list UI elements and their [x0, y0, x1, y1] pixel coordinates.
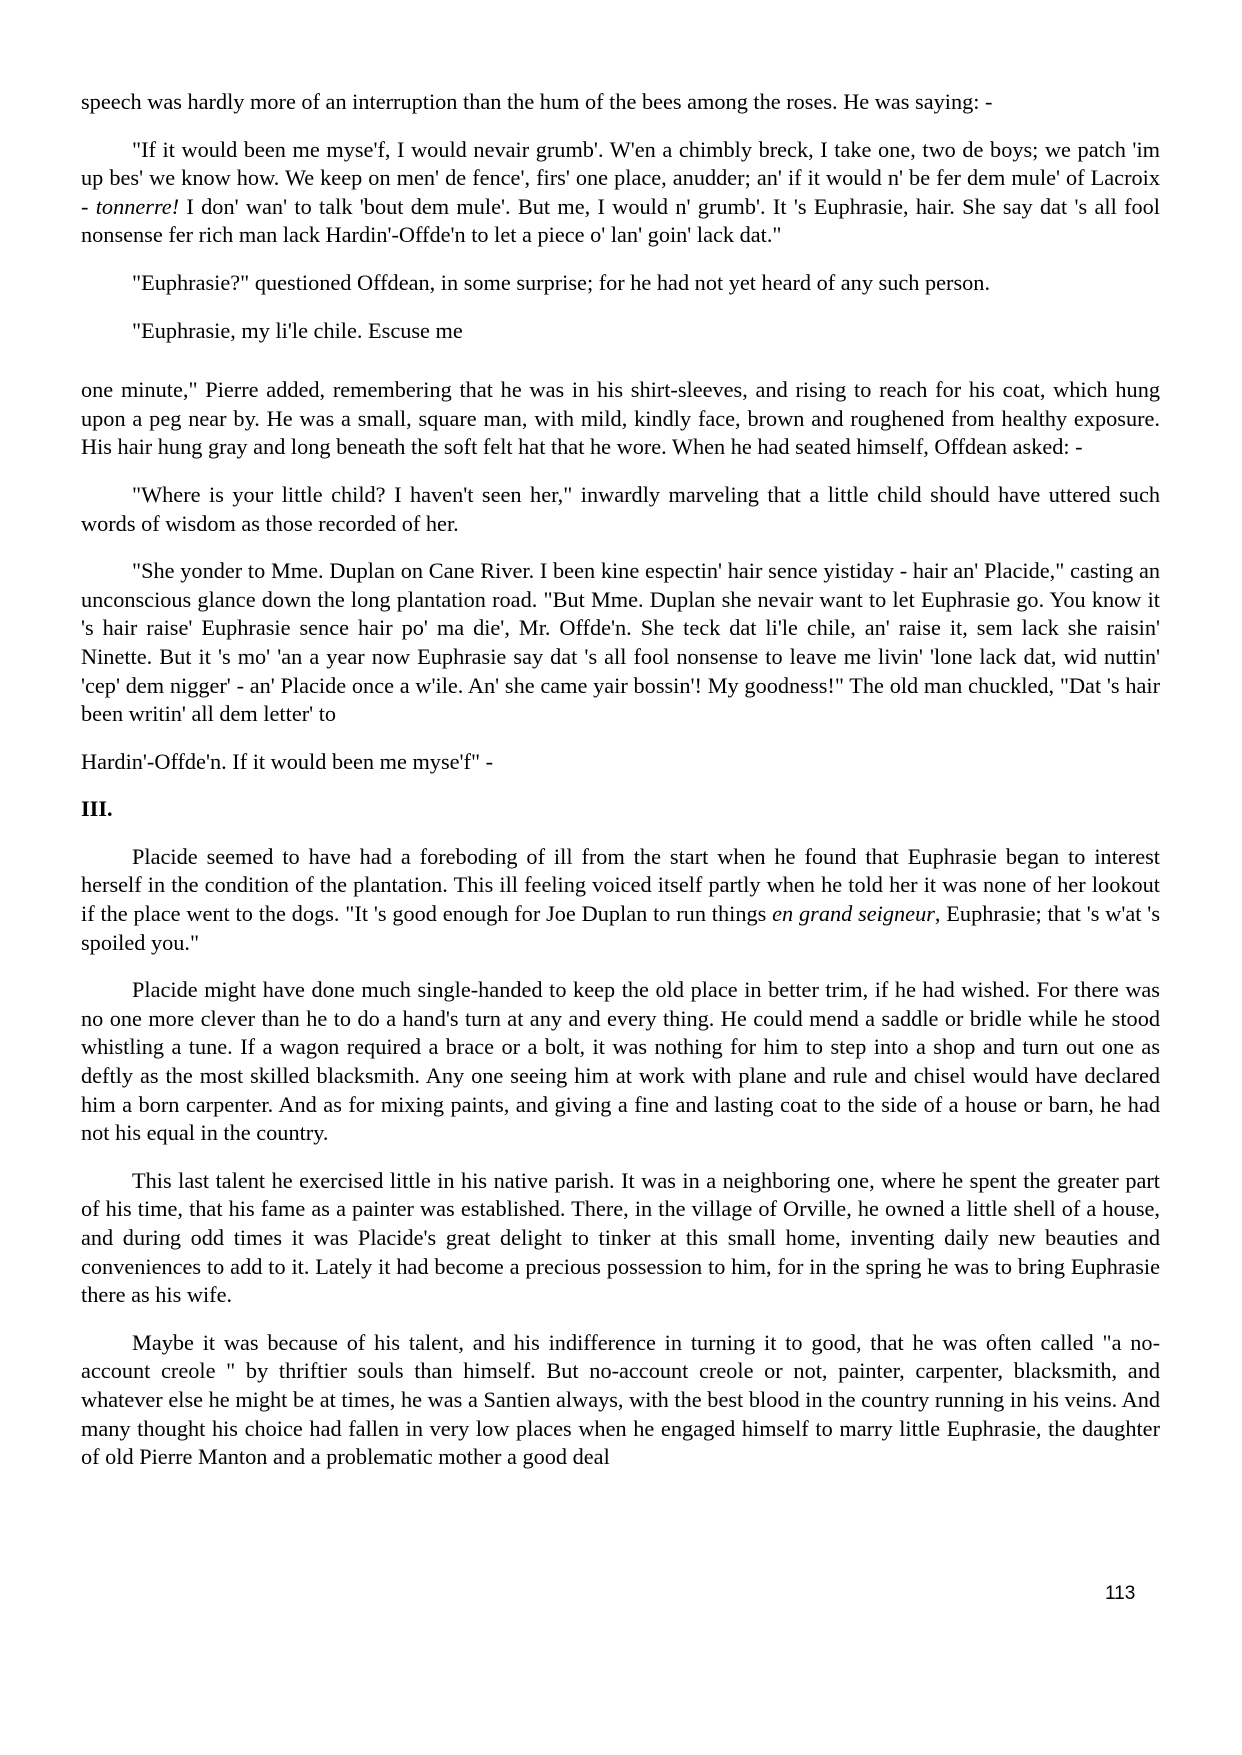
paragraph-6: "Where is your little child? I haven't seen her," inwardly marveling that a little child should have uttered such words of wisdom as those recorded of her. — [81, 481, 1160, 536]
paragraph-10: Placide might have done much single-handed to keep the old place in better trim, if he had wished. For there was no one more clever than he to do a hand's turn at any and every thing. He could mend a saddle or bridle while he stood whistling a tune. If a wagon required a brace or a bolt, it was nothing for him to step into a shop and turn out one as deftly as the most skilled blacksmith. Any one seeing him at work with plane and rule and chisel would have declared him a born carpenter. And as for mixing paints, and giving a fine and lasting coat to the side of a house or barn, he had not his equal in the country. — [81, 977, 1160, 1146]
paragraph-12: Maybe it was because of his talent, and his indifference in turning it to good, that he was often called "a no-account creole " by thriftier souls than himself. But no-account creole or not, painter, carpenter, blacksmith, and whatever else he might be at times, he was a Santien always, with the best blood in the country running in his veins. And many thought his choice had fallen in very low places when he engaged himself to marry little Euphrasie, the daughter of old Pierre Manton and a problematic mother a good deal — [81, 1329, 1160, 1470]
paragraph-5: one minute," Pierre added, remembering that he was in his shirt-sleeves, and rising to reach for his coat, which hung upon a peg near by. He was a small, square man, with mild, kindly face, brown and roughened from healthy exposure. His hair hung gray and long beneath the soft felt hat that he wore. When he had seated himself, Offdean asked: - — [81, 377, 1160, 460]
paragraph-9-text-b: , Euphrasie; that 's w'at 's spoiled you." — [81, 901, 1160, 955]
paragraph-2-italic: tonnerre! — [95, 193, 180, 219]
paragraph-1: speech was hardly more of an interruption than the hum of the bees among the roses. He was saying: - — [81, 89, 993, 114]
page-body — [81, 88, 1160, 1491]
paragraph-9-italic: en grand seigneur — [772, 901, 935, 927]
paragraph-2-text-b: I don' wan' to talk 'bout dem mule'. But me, I would n' grumb'. It 's Euphrasie, hair. She say dat 's all fool nonsense fer rich man lack Hardin'-Offde'n to let a piece o' lan' goin' lack dat." — [81, 193, 1160, 248]
page-number: 113 — [1105, 1583, 1136, 1604]
paragraph-11: This last talent he exercised little in his native parish. It was in a neighboring one, where he spent the greater part of his time, that his fame as a painter was established. There, in the village of Orville, he owned a little shell of a house, and during odd times it was Placide's great delight to tinker at this small home, inventing daily new beauties and conveniences to add to it. Lately it had become a precious possession to him, for in the spring he was to bring Euphrasie there as his wife. — [81, 1167, 1160, 1308]
paragraph-4: "Euphrasie, my li'le chile. Escuse me — [132, 317, 463, 343]
paragraph-7: "She yonder to Mme. Duplan on Cane River. I been kine espectin' hair sence yistiday - hair an' Placide," casting an unconscious glance down the long plantation road. "But Mme. Duplan she nevair want to let Euphrasie go. You know it 's hair raise' Euphrasie sence hair po' ma die', Mr. Offde'n. She teck dat li'le chile, an' raise it, sem lack she raisin' Ninette. But it 's mo' 'an a year now Euphrasie say dat 's all fool nonsense to leave me livin' 'lone lack dat, wid nuttin' 'cep' dem nigger' - an' Placide once a w'ile. An' she came yair bossin'! My goodness!" The old man chuckled, "Dat 's hair been writin' all dem letter' to — [81, 558, 1160, 727]
paragraph-8: Hardin'-Offde'n. If it would been me myse'f" - — [81, 748, 494, 774]
paragraph-9 — [81, 843, 1160, 957]
paragraph-2 — [81, 136, 1160, 250]
paragraph-3: "Euphrasie?" questioned Offdean, in some surprise; for he had not yet heard of any such person. — [132, 269, 991, 295]
paragraph-9-text-a: Placide seemed to have had a foreboding of ill from the start when he found that Euphrasie began to interest herself in the condition of the plantation. This ill feeling voiced itself partly when he told her it was none of her lookout if the place went to the dogs. "It 's good enough for Joe Duplan to run things — [81, 843, 1160, 927]
paragraph-2-text-a: "If it would been me myse'f, I would nevair grumb'. W'en a chimbly breck, I take one, two de boys; we patch 'im up bes' we know how. We keep on men' de fence', firs' one place, anudder; an' if it would n' be fer dem mule' of Lacroix - — [81, 136, 1160, 219]
section-heading: III. — [81, 796, 113, 822]
